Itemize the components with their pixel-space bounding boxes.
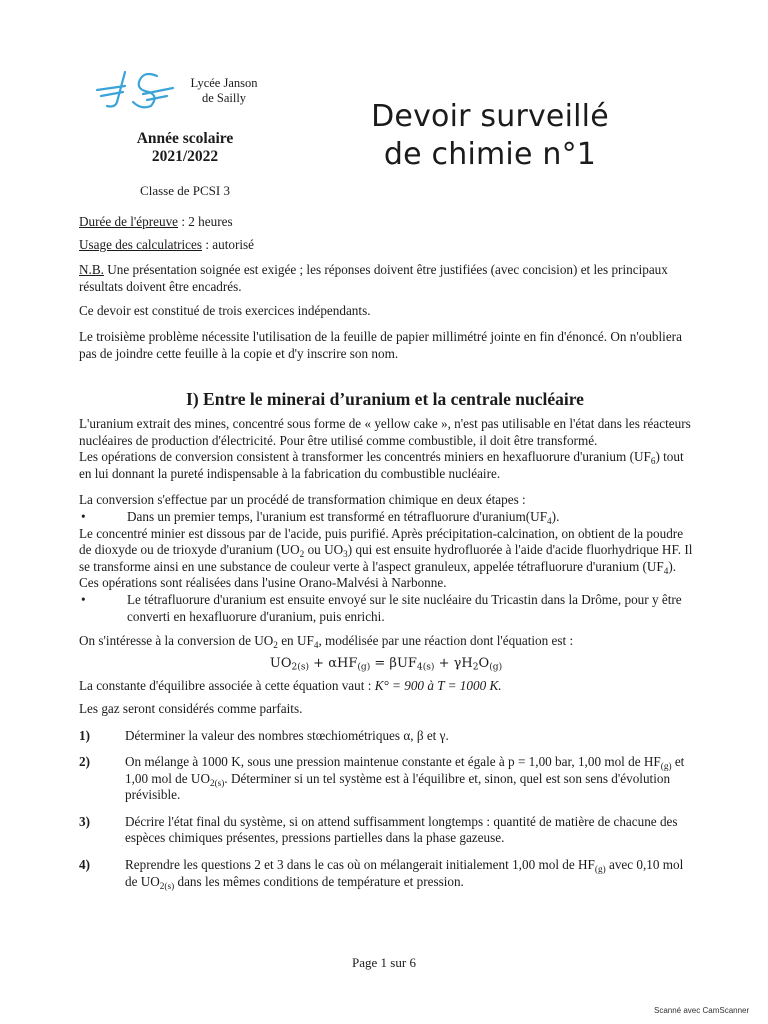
- question-text: dans les mêmes conditions de température et pression.: [174, 873, 464, 889]
- independent-exercises-note: Ce devoir est constitué de trois exercices indépendants.: [79, 303, 371, 319]
- section-title: I) Entre le minerai d’uranium et la centrale nucléaire: [186, 389, 584, 409]
- question-text: Reprendre les questions 2 et 3 dans le cas où on mélangerait initialement 1,00 mol de HF: [125, 857, 595, 873]
- school-line-1: Lycée Janson: [190, 76, 258, 90]
- question-number: 3): [79, 813, 90, 829]
- subscript: 4: [313, 639, 319, 650]
- process-text-b: ou UO: [304, 542, 344, 558]
- intro-paragraph-1: L'uranium extrait des mines, concentré sous forme de « yellow cake », n'est pas utilisable en l'état dans les réacteurs nucléaires de production d'électricité. Pour être utilisé comme combustible, il doit être transformé.: [79, 416, 691, 448]
- subscript: 4: [547, 515, 552, 526]
- question-number: 4): [79, 857, 90, 873]
- bullet-step-2-text: Le tétrafluorure d'uranium est ensuite envoyé sur le site nucléaire du Tricastin dans la Drôme, pour y être converti en hexafluorure d'uranium, puis enrichi.: [127, 591, 682, 624]
- reaction-equation: [79, 656, 693, 673]
- school-name: [174, 76, 274, 106]
- question-text: Décrire l'état final du système, si on attend suffisamment longtemps : quantité de matière de chacune des espèces chimiques présentes, pressions partielles dans la phase gazeuse.: [125, 813, 678, 846]
- intro-paragraph-2-end: ) tout en lui donnant la pureté indispensable à la fabrication du combustible nucléaire.: [79, 449, 684, 481]
- nb-text: Une présentation soignée est exigée ; les réponses doivent être justifiées (avec concision) et les principaux résultats doivent être encadrés.: [79, 262, 668, 294]
- subscript: 2(s): [159, 880, 175, 891]
- bullet-step-2: • Le tétrafluorure d'uranium est ensuite envoyé sur le site nucléaire du Tricastin dans la Drôme, pour y être converti en hexafluorure d'uranium, puis enrichi.: [79, 592, 693, 625]
- conversion-text-b: en UF: [277, 633, 314, 649]
- constant-text: La constante d'équilibre associée à cette équation vaut :: [79, 678, 375, 694]
- document-title: [330, 98, 650, 174]
- eq-term: + γH: [434, 655, 473, 671]
- subscript: 2: [299, 548, 305, 559]
- question-1: [79, 728, 693, 745]
- subscript: 2(s): [209, 777, 225, 788]
- school-logo: [95, 68, 175, 112]
- year-label: Année scolaire: [136, 130, 234, 147]
- conversion-text-c: , modélisée par une réaction dont l'équation est :: [318, 633, 574, 649]
- duration-value: : 2 heures: [178, 214, 233, 229]
- bullet-step-1-end: ).: [551, 508, 560, 524]
- subscript: 4: [663, 565, 669, 576]
- plant-location: Ces opérations sont réalisées dans l'usine Orano-Malvési à Narbonne.: [79, 575, 447, 591]
- school-year: [95, 130, 275, 166]
- year-value: 2021/2022: [151, 148, 219, 165]
- conversion-intro: La conversion s'effectue par un procédé de transformation chimique en deux étapes :: [79, 492, 526, 508]
- duration-label: Durée de l'épreuve: [79, 214, 179, 229]
- constant-value: K° = 900 à T = 1000 K.: [374, 678, 502, 694]
- graph-paper-note: Le troisième problème nécessite l'utilisation de la feuille de papier millimétré jointe en fin d'énoncé. On n'oubliera pas de joindre cette feuille à la copie et d'y inscrire son nom.: [79, 328, 682, 361]
- question-4: [79, 857, 693, 890]
- eq-term: = βUF: [370, 655, 417, 671]
- subscript: 6: [650, 455, 656, 466]
- calculator-label: Usage des calculatrices: [79, 236, 203, 252]
- question-text: . Déterminer si un tel système est à l'équilibre et, sinon, quel est son sens d'évolution prévisible.: [125, 770, 671, 803]
- eq-term: UO: [269, 655, 292, 671]
- ideal-gas-note: Les gaz seront considérés comme parfaits.: [79, 700, 303, 716]
- title-line-1: Devoir surveillé: [371, 99, 609, 134]
- school-line-2: de Sailly: [201, 91, 247, 105]
- conversion-sentence: [79, 633, 693, 650]
- page-number: Page 1 sur 6: [352, 955, 416, 970]
- question-text: et 1,00 mol de UO: [125, 754, 685, 786]
- question-2: [79, 754, 693, 804]
- process-text-d: ).: [668, 558, 677, 574]
- subscript: 4(s): [416, 662, 435, 673]
- exam-info: [79, 214, 691, 368]
- process-text-a: Le concentré minier est dissous par de l'acide, puis purifié. Après précipitation-calcination, on obtient de la poudre de dioxyde ou de trioxyde d'uranium (UO: [79, 525, 684, 558]
- question-text: Déterminer la valeur des nombres stœchiométriques α, β et γ.: [125, 727, 449, 743]
- scanner-watermark: Scanné avec CamScanner: [654, 1006, 750, 1015]
- bullet-step-1-text: Dans un premier temps, l'uranium est transformé en tétrafluorure d'uranium(UF: [127, 508, 548, 524]
- title-line-2: de chimie n°1: [383, 137, 597, 172]
- subscript: 3: [343, 548, 348, 559]
- subscript: (g): [357, 662, 371, 673]
- subscript: (g): [594, 863, 606, 874]
- question-3: [79, 814, 693, 847]
- subscript: 2: [472, 662, 479, 673]
- subscript: 2: [273, 639, 278, 650]
- equilibrium-constant: [79, 678, 693, 695]
- process-paragraph: [79, 526, 693, 576]
- calculator-value: : autorisé: [202, 236, 255, 252]
- section-body: [79, 416, 693, 896]
- question-text: On mélange à 1000 K, sous une pression maintenue constante et égale à p = 1,00 bar, 1,00 mol de HF: [125, 754, 661, 770]
- eq-term: + αHF: [309, 655, 358, 671]
- subscript: (g): [489, 662, 503, 673]
- process-text-c: ) qui est ensuite hydrofluorée à l'aide d'acide fluorhydrique HF. Il se transforme ainsi en une substance de couleur verte à l'aspect granuleux, appelée tétrafluorure d'uranium (UF: [79, 542, 693, 574]
- bullet-step-1: • Dans un premier temps, l'uranium est transformé en tétrafluorure $d'uranium(UF_4)$.: [81, 508, 560, 526]
- conversion-text-a: On s'intéresse à la conversion de UO: [79, 633, 274, 649]
- question-number: 2): [79, 754, 90, 770]
- class-label: Classe de PCSI 3: [140, 183, 230, 198]
- question-text: avec 0,10 mol de UO: [125, 857, 684, 889]
- subscript: (g): [660, 760, 672, 771]
- question-number: 1): [79, 727, 90, 743]
- intro-paragraph-2: Les opérations de conversion consistent à transformer les concentrés miniers en hexafluorure d'uranium (UF: [79, 449, 651, 465]
- eq-term: O: [478, 655, 490, 671]
- nb-label: N.B.: [79, 262, 104, 278]
- subscript: 2(s): [291, 662, 310, 673]
